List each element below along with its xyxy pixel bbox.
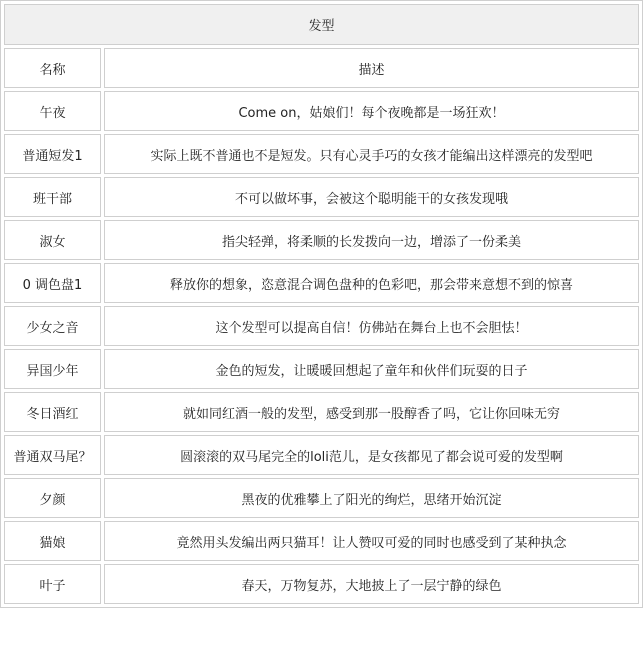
row-name-cell: 普通双马尾？ bbox=[4, 435, 101, 475]
table-row bbox=[4, 435, 639, 475]
row-description-cell: 实际上既不普通也不是短发。只有心灵手巧的女孩才能编出这样漂亮的发型吧 bbox=[104, 134, 639, 174]
table-row bbox=[4, 263, 639, 303]
table-row bbox=[4, 220, 639, 260]
table-header-row bbox=[4, 48, 639, 88]
table-body bbox=[4, 91, 639, 604]
table-row bbox=[4, 392, 639, 432]
row-description-cell: Come on，姑娘们！每个夜晚都是一场狂欢！ bbox=[104, 91, 639, 131]
row-name-cell: 淑女 bbox=[4, 220, 101, 260]
row-description-cell: 不可以做坏事，会被这个聪明能干的女孩发现哦 bbox=[104, 177, 639, 217]
row-name-cell: 猫娘 bbox=[4, 521, 101, 561]
row-description-cell: 圆滚滚的双马尾完全的loli范儿，是女孩都见了都会说可爱的发型啊 bbox=[104, 435, 639, 475]
table-row bbox=[4, 478, 639, 518]
row-description-cell: 黑夜的优雅攀上了阳光的绚烂，思绪开始沉淀 bbox=[104, 478, 639, 518]
row-name-cell: 0 调色盘1 bbox=[4, 263, 101, 303]
table-row bbox=[4, 564, 639, 604]
table-row bbox=[4, 306, 639, 346]
row-name-cell: 班干部 bbox=[4, 177, 101, 217]
column-header-name: 名称 bbox=[4, 48, 101, 88]
row-name-cell: 异国少年 bbox=[4, 349, 101, 389]
row-description-cell: 竟然用头发编出两只猫耳！让人赞叹可爱的同时也感受到了某种执念 bbox=[104, 521, 639, 561]
table-row bbox=[4, 177, 639, 217]
row-name-cell: 冬日酒红 bbox=[4, 392, 101, 432]
row-name-cell: 少女之音 bbox=[4, 306, 101, 346]
table-title: 发型 bbox=[4, 4, 639, 45]
table-title-row bbox=[4, 4, 639, 45]
row-description-cell: 指尖轻弹，将柔顺的长发拨向一边，增添了一份柔美 bbox=[104, 220, 639, 260]
row-name-cell: 夕颜 bbox=[4, 478, 101, 518]
table-row bbox=[4, 349, 639, 389]
row-description-cell: 春天，万物复苏，大地披上了一层宁静的绿色 bbox=[104, 564, 639, 604]
column-header-description: 描述 bbox=[104, 48, 639, 88]
row-description-cell: 释放你的想象，恣意混合调色盘种的色彩吧，那会带来意想不到的惊喜 bbox=[104, 263, 639, 303]
table-row bbox=[4, 134, 639, 174]
row-name-cell: 普通短发1 bbox=[4, 134, 101, 174]
row-description-cell: 金色的短发，让暖暖回想起了童年和伙伴们玩耍的日子 bbox=[104, 349, 639, 389]
row-name-cell: 午夜 bbox=[4, 91, 101, 131]
row-description-cell: 这个发型可以提高自信！仿佛站在舞台上也不会胆怯！ bbox=[104, 306, 639, 346]
row-name-cell: 叶子 bbox=[4, 564, 101, 604]
table-row bbox=[4, 521, 639, 561]
row-description-cell: 就如同红酒一般的发型，感受到那一股醇香了吗，它让你回味无穷 bbox=[104, 392, 639, 432]
table-row bbox=[4, 91, 639, 131]
